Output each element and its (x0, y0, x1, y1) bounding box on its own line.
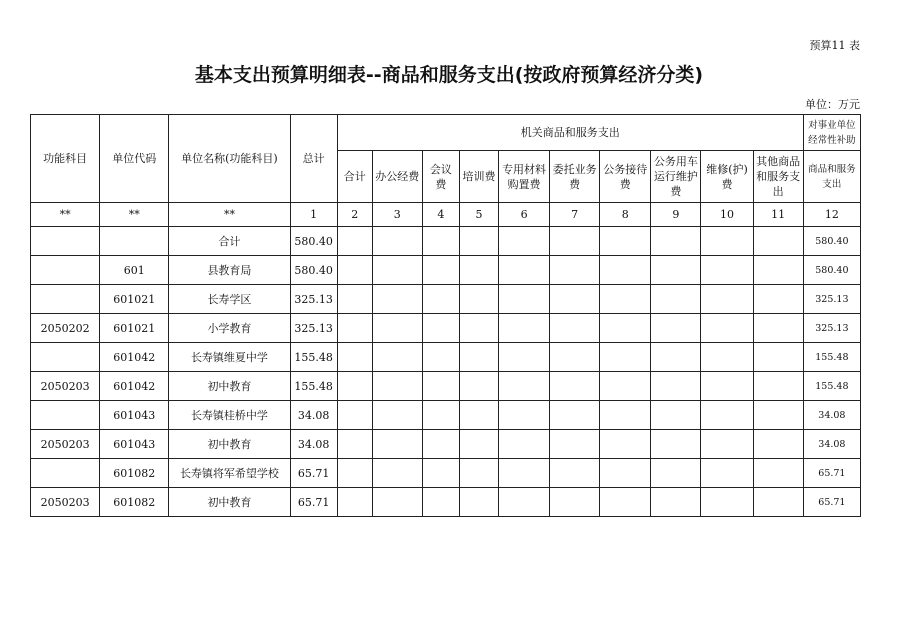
cell-empty (422, 430, 459, 459)
cell-subsidy: 580.40 (803, 227, 860, 256)
cell-empty (499, 227, 550, 256)
header-sub: 其他商品和服务支出 (753, 151, 803, 203)
cell-empty (651, 488, 701, 517)
cell-empty (550, 488, 600, 517)
index-cell: 9 (651, 203, 701, 227)
cell-empty (422, 343, 459, 372)
cell-func (31, 227, 100, 256)
cell-empty (600, 343, 651, 372)
header-sub: 培训费 (459, 151, 498, 203)
header-sub: 办公经费 (372, 151, 422, 203)
cell-func: 2050203 (31, 430, 100, 459)
cell-empty (499, 343, 550, 372)
cell-empty (499, 459, 550, 488)
cell-func: 2050202 (31, 314, 100, 343)
cell-func: 2050203 (31, 488, 100, 517)
cell-empty (753, 372, 803, 401)
cell-empty (422, 372, 459, 401)
cell-empty (600, 488, 651, 517)
cell-func (31, 401, 100, 430)
header-group-agency: 机关商品和服务支出 (337, 115, 803, 151)
cell-empty (753, 227, 803, 256)
cell-name: 长寿学区 (169, 285, 290, 314)
cell-empty (701, 488, 753, 517)
index-cell: 4 (422, 203, 459, 227)
table-row (31, 459, 861, 488)
cell-empty (422, 285, 459, 314)
cell-subsidy: 34.08 (803, 430, 860, 459)
cell-empty (701, 314, 753, 343)
cell-empty (550, 314, 600, 343)
cell-name: 小学教育 (169, 314, 290, 343)
header-sub: 委托业务费 (550, 151, 600, 203)
cell-empty (337, 285, 372, 314)
cell-empty (753, 459, 803, 488)
header-sub: 合计 (337, 151, 372, 203)
cell-empty (499, 314, 550, 343)
cell-empty (459, 285, 498, 314)
cell-empty (337, 227, 372, 256)
cell-empty (372, 430, 422, 459)
cell-total: 325.13 (290, 314, 337, 343)
cell-func (31, 459, 100, 488)
cell-subsidy: 65.71 (803, 459, 860, 488)
cell-total: 580.40 (290, 227, 337, 256)
index-cell: ** (169, 203, 290, 227)
cell-empty (422, 256, 459, 285)
cell-total: 155.48 (290, 343, 337, 372)
index-cell: 10 (701, 203, 753, 227)
cell-empty (337, 372, 372, 401)
cell-empty (651, 372, 701, 401)
cell-empty (372, 256, 422, 285)
cell-empty (337, 488, 372, 517)
cell-total: 65.71 (290, 459, 337, 488)
index-cell: 2 (337, 203, 372, 227)
cell-empty (337, 459, 372, 488)
cell-subsidy: 325.13 (803, 285, 860, 314)
cell-empty (600, 401, 651, 430)
header-sub: 专用材料购置费 (499, 151, 550, 203)
index-cell: 6 (499, 203, 550, 227)
cell-total: 65.71 (290, 488, 337, 517)
cell-empty (600, 256, 651, 285)
cell-empty (459, 372, 498, 401)
header-row-1 (31, 115, 861, 151)
cell-total: 155.48 (290, 372, 337, 401)
header-sub: 商品和服务支出 (803, 151, 860, 203)
cell-empty (337, 430, 372, 459)
index-cell: 8 (600, 203, 651, 227)
cell-empty (372, 343, 422, 372)
cell-name: 合计 (169, 227, 290, 256)
header-name: 单位名称(功能科目) (169, 115, 290, 203)
cell-empty (422, 401, 459, 430)
cell-empty (459, 343, 498, 372)
table-row (31, 372, 861, 401)
header-group-subsidy: 对事业单位经常性补助 (803, 115, 860, 151)
cell-code: 601 (100, 256, 169, 285)
cell-empty (701, 256, 753, 285)
cell-empty (701, 430, 753, 459)
index-cell: 11 (753, 203, 803, 227)
cell-name: 长寿镇将军希望学校 (169, 459, 290, 488)
cell-empty (600, 285, 651, 314)
page-title: 基本支出预算明细表--商品和服务支出(按政府预算经济分类) (194, 64, 704, 86)
table-row (31, 285, 861, 314)
cell-empty (337, 256, 372, 285)
cell-empty (459, 227, 498, 256)
cell-empty (600, 459, 651, 488)
cell-empty (701, 372, 753, 401)
cell-empty (422, 459, 459, 488)
cell-subsidy: 34.08 (803, 401, 860, 430)
cell-empty (422, 314, 459, 343)
cell-code: 601082 (100, 488, 169, 517)
cell-func (31, 343, 100, 372)
header-sub: 公务用车运行维护费 (651, 151, 701, 203)
cell-code: 601043 (100, 430, 169, 459)
cell-empty (372, 285, 422, 314)
index-cell: 5 (459, 203, 498, 227)
cell-subsidy: 65.71 (803, 488, 860, 517)
cell-name: 初中教育 (169, 488, 290, 517)
table-row (31, 343, 861, 372)
table-row (31, 401, 861, 430)
cell-empty (753, 285, 803, 314)
cell-empty (753, 343, 803, 372)
cell-empty (651, 459, 701, 488)
header-code: 单位代码 (100, 115, 169, 203)
index-cell: 7 (550, 203, 600, 227)
cell-empty (499, 488, 550, 517)
cell-empty (550, 372, 600, 401)
cell-func: 2050203 (31, 372, 100, 401)
cell-empty (651, 343, 701, 372)
table-row (31, 256, 861, 285)
cell-empty (372, 401, 422, 430)
cell-empty (499, 430, 550, 459)
unit-label: 单位：万元 (805, 98, 860, 111)
cell-empty (550, 285, 600, 314)
cell-empty (550, 256, 600, 285)
cell-empty (651, 256, 701, 285)
cell-empty (600, 372, 651, 401)
cell-empty (337, 401, 372, 430)
cell-empty (499, 285, 550, 314)
cell-name: 长寿镇桂桥中学 (169, 401, 290, 430)
cell-name: 县教育局 (169, 256, 290, 285)
cell-empty (753, 256, 803, 285)
cell-empty (651, 227, 701, 256)
cell-empty (651, 314, 701, 343)
cell-empty (753, 430, 803, 459)
cell-empty (499, 401, 550, 430)
cell-empty (499, 256, 550, 285)
cell-empty (337, 343, 372, 372)
index-cell: ** (31, 203, 100, 227)
cell-empty (600, 430, 651, 459)
cell-total: 580.40 (290, 256, 337, 285)
cell-empty (550, 227, 600, 256)
cell-empty (372, 227, 422, 256)
cell-empty (600, 227, 651, 256)
cell-empty (499, 372, 550, 401)
cell-empty (422, 488, 459, 517)
cell-empty (422, 227, 459, 256)
cell-code: 601043 (100, 401, 169, 430)
header-func: 功能科目 (31, 115, 100, 203)
cell-name: 初中教育 (169, 372, 290, 401)
cell-code: 601082 (100, 459, 169, 488)
index-cell: 3 (372, 203, 422, 227)
cell-subsidy: 580.40 (803, 256, 860, 285)
cell-total: 34.08 (290, 401, 337, 430)
cell-subsidy: 325.13 (803, 314, 860, 343)
cell-empty (701, 343, 753, 372)
cell-code (100, 227, 169, 256)
cell-empty (459, 314, 498, 343)
index-cell: ** (100, 203, 169, 227)
cell-code: 601042 (100, 343, 169, 372)
cell-func (31, 285, 100, 314)
index-row (31, 203, 861, 227)
header-total: 总计 (290, 115, 337, 203)
cell-empty (753, 401, 803, 430)
cell-empty (701, 285, 753, 314)
cell-subsidy: 155.48 (803, 372, 860, 401)
cell-empty (550, 343, 600, 372)
header-sub: 会议费 (422, 151, 459, 203)
cell-empty (337, 314, 372, 343)
cell-empty (459, 401, 498, 430)
cell-empty (459, 459, 498, 488)
index-cell: 1 (290, 203, 337, 227)
cell-empty (372, 488, 422, 517)
table-row (31, 430, 861, 459)
cell-empty (701, 459, 753, 488)
cell-empty (550, 459, 600, 488)
cell-name: 长寿镇维夏中学 (169, 343, 290, 372)
cell-empty (651, 430, 701, 459)
cell-empty (459, 488, 498, 517)
cell-empty (701, 401, 753, 430)
form-number: 预算11 表 (809, 39, 860, 52)
header-sub: 维修(护)费 (701, 151, 753, 203)
cell-empty (459, 256, 498, 285)
cell-empty (701, 227, 753, 256)
cell-code: 601042 (100, 372, 169, 401)
cell-total: 325.13 (290, 285, 337, 314)
cell-subsidy: 155.48 (803, 343, 860, 372)
cell-code: 601021 (100, 285, 169, 314)
table-row (31, 314, 861, 343)
table-body (31, 227, 861, 517)
cell-empty (753, 314, 803, 343)
cell-empty (651, 401, 701, 430)
cell-empty (372, 459, 422, 488)
cell-empty (372, 372, 422, 401)
cell-empty (372, 314, 422, 343)
cell-func (31, 256, 100, 285)
cell-empty (753, 488, 803, 517)
cell-empty (600, 314, 651, 343)
budget-table (30, 114, 861, 517)
cell-name: 初中教育 (169, 430, 290, 459)
index-cell: 12 (803, 203, 860, 227)
cell-empty (459, 430, 498, 459)
cell-empty (651, 285, 701, 314)
cell-empty (550, 401, 600, 430)
cell-empty (550, 430, 600, 459)
cell-total: 34.08 (290, 430, 337, 459)
cell-code: 601021 (100, 314, 169, 343)
header-sub: 公务接待费 (600, 151, 651, 203)
table-row (31, 227, 861, 256)
table-row (31, 488, 861, 517)
